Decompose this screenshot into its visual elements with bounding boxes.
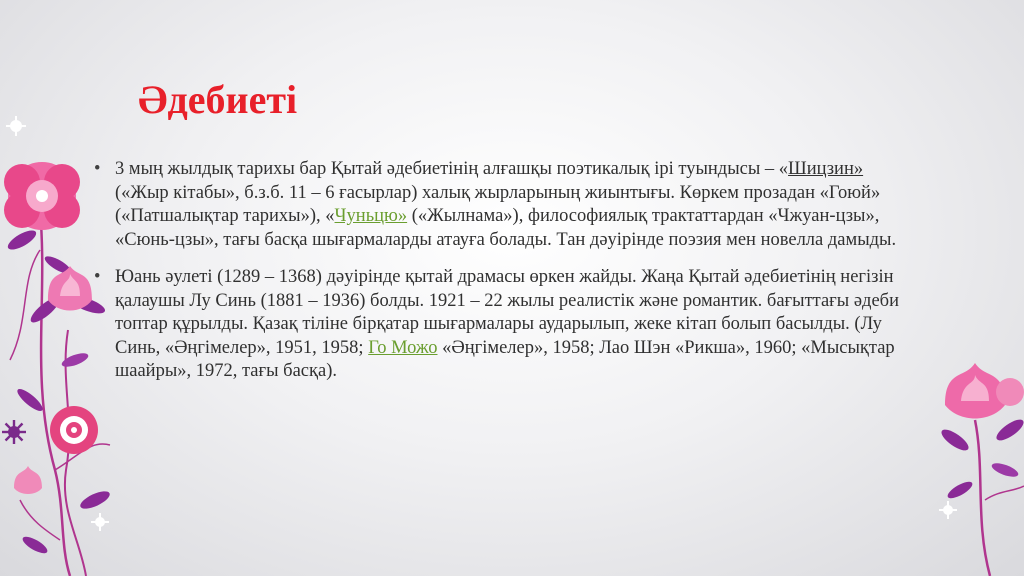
paragraph-text: 3 мың жылдық тарихы бар Қытай әдебиетінің алғашқы поэтикалық ірі туындысы – « [115, 159, 789, 179]
shijing-link[interactable]: Шицзин» [788, 159, 864, 179]
slide-title: Әдебиеті [138, 77, 298, 122]
paragraph-text: («Жылнама»), философиялық трактаттардан «Чжуан-цзы», «Сюнь-цзы», тағы басқа шығармаларды атауға болады. Тан дәуірінде поэзия мен новелла дамыды. [115, 206, 897, 250]
list-item [94, 266, 914, 384]
list-item [94, 158, 914, 252]
flower-right-icon [938, 363, 1024, 576]
guo-moruo-link[interactable]: Го Можо [368, 337, 438, 358]
paragraph-text: Юань әулеті (1289 – 1368) дәуірінде қытай драмасы өркен жайды. Жаңа Қытай әдебиетінің негізін қалаушы Лу Синь (1881 – 1936) болды. 1921 – 22 жылы реалистік және романтик. бағыттағы әдеби топтар құрылды. Қазақ тіліне бірқатар шығармалары аударылып, жеке кітап болып басылды. (Лу Синь, «Әңгімелер», 1951, 1958; [115, 267, 899, 358]
paragraph-text: «Әңгімелер», 1958; Лао Шэн «Рикша», 1960; «Мысықтар шаайры», 1972, тағы басқа). [115, 337, 895, 381]
paragraph-text: («Жыр кітабы», б.з.б. 11 – 6 ғасырлар) халық жырларының жиынтығы. Көркем прозадан «Гоюй» («Патшалықтар тарихы»), « [115, 182, 881, 226]
bullet-list [94, 158, 914, 398]
bullet-marker: • [94, 267, 101, 287]
chunqiu-link[interactable]: Чуньцю» [334, 206, 408, 226]
bullet-marker: • [94, 159, 101, 179]
